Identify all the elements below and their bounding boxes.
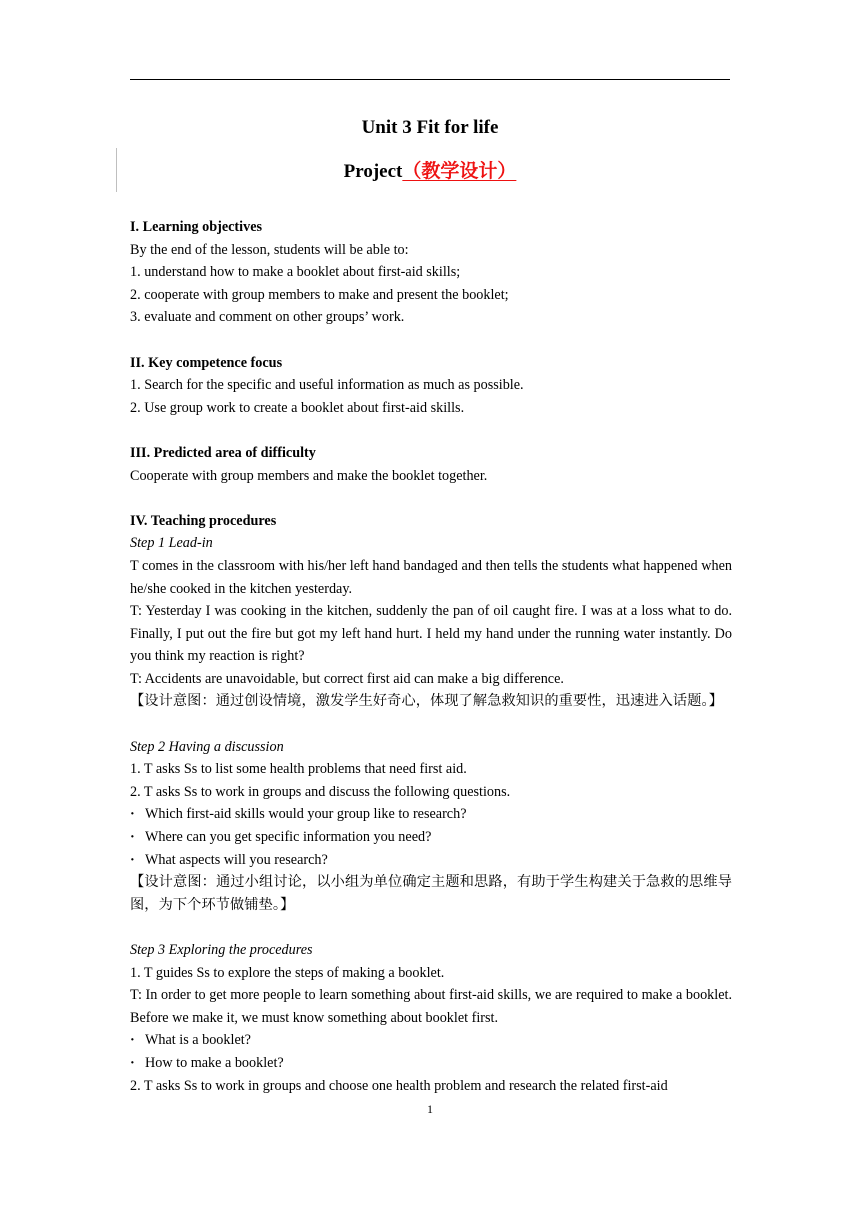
document-subtitle bbox=[130, 160, 730, 184]
subtitle-main: Project bbox=[343, 161, 403, 182]
step3-paragraph: T: In order to get more people to learn something about first-aid skills, we are required to make a booklet. Before we make it, we must know something about booklet first. bbox=[130, 987, 732, 1026]
step-title: Step 2 Having a discussion bbox=[130, 738, 284, 755]
spacer bbox=[130, 419, 732, 442]
objective-item: 1. understand how to make a booklet about first-aid skills; bbox=[130, 264, 461, 281]
spacer bbox=[130, 487, 732, 510]
bullet-item: · Which first-aid skills would your group like to research? bbox=[130, 803, 732, 826]
spacer bbox=[130, 713, 732, 736]
step2-item: 2. T asks Ss to work in groups and discuss the following questions. bbox=[130, 783, 511, 800]
margin-mark bbox=[116, 148, 117, 192]
subtitle-suffix: （教学设计） bbox=[402, 161, 517, 182]
step3-item: 2. T asks Ss to work in groups and choose one health problem and research the related first-aid bbox=[130, 1077, 668, 1094]
step3-item: 1. T guides Ss to explore the steps of making a booklet. bbox=[130, 964, 445, 981]
step2-item: 1. T asks Ss to list some health problems that need first aid. bbox=[130, 761, 467, 778]
section-heading-procedures: IV. Teaching procedures bbox=[130, 512, 277, 529]
header-rule bbox=[130, 79, 730, 80]
document-body bbox=[130, 216, 732, 1097]
step1-paragraph: T: Yesterday I was cooking in the kitchen, suddenly the pan of oil caught fire. I was at a loss what to do. Finally, I put out the fire but got my left hand hurt. I held my hand under the running water instantly. Do you think my reaction is right? bbox=[130, 603, 732, 665]
difficulty-text: Cooperate with group members and make the booklet together. bbox=[130, 467, 488, 484]
bullet-item: · Where can you get specific information you need? bbox=[130, 826, 732, 849]
design-intent-note: 【设计意图：通过小组讨论，以小组为单位确定主题和思路，有助于学生构建关于急救的思维导图，为下个环节做铺垫。】 bbox=[130, 874, 732, 913]
section-heading-competence: II. Key competence focus bbox=[130, 354, 283, 371]
step-title: Step 3 Exploring the procedures bbox=[130, 942, 313, 958]
step-title: Step 1 Lead-in bbox=[130, 535, 213, 552]
step1-paragraph: T: Accidents are unavoidable, but correct first aid can make a big difference. bbox=[130, 670, 564, 687]
section-heading-difficulty: III. Predicted area of difficulty bbox=[130, 444, 316, 461]
page-number: 1 bbox=[427, 1102, 433, 1116]
bullet-item: · How to make a booklet? bbox=[130, 1052, 732, 1075]
document-title: Unit 3 Fit for life bbox=[361, 117, 499, 138]
bullet-item: · What aspects will you research? bbox=[130, 849, 732, 872]
competence-item: 1. Search for the specific and useful information as much as possible. bbox=[130, 377, 524, 394]
spacer bbox=[130, 916, 732, 939]
spacer bbox=[130, 329, 732, 352]
section-heading-objectives: I. Learning objectives bbox=[130, 219, 263, 235]
design-intent-note: 【设计意图：通过创设情境，激发学生好奇心，体现了解急救知识的重要性，迅速进入话题。】 bbox=[130, 693, 723, 710]
objective-item: 3. evaluate and comment on other groups’ work. bbox=[130, 309, 405, 326]
competence-item: 2. Use group work to create a booklet about first-aid skills. bbox=[130, 399, 465, 416]
step1-paragraph: T comes in the classroom with his/her left hand bandaged and then tells the students what happened when he/she cooked in the kitchen yesterday. bbox=[130, 557, 732, 597]
objective-item: 2. cooperate with group members to make and present the booklet; bbox=[130, 286, 509, 303]
objectives-intro: By the end of the lesson, students will be able to: bbox=[130, 241, 409, 258]
bullet-item: · What is a booklet? bbox=[130, 1029, 732, 1052]
